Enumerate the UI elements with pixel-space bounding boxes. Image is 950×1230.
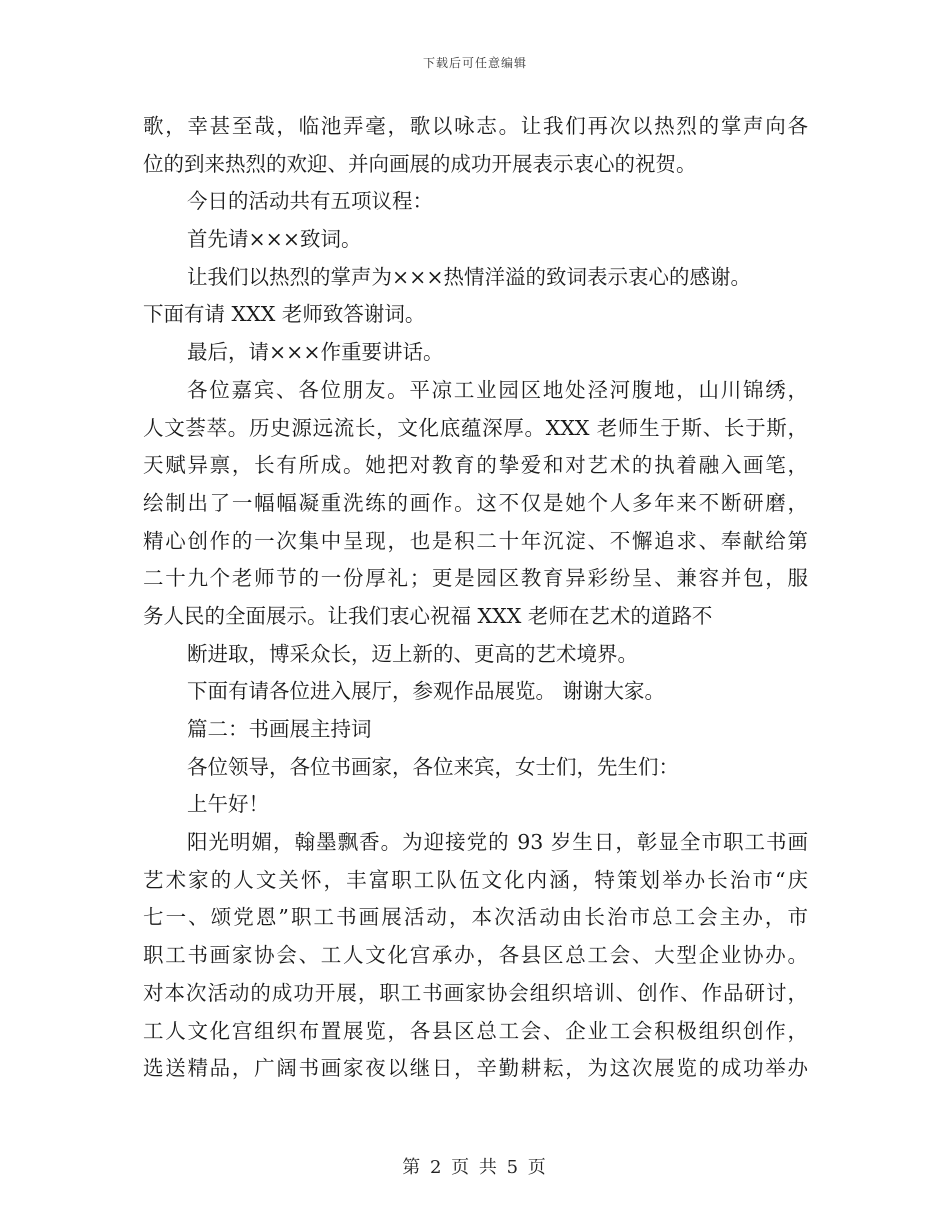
- text-line: 最后，请×××作重要讲话。: [187, 340, 444, 365]
- text-line: 首先请×××致词。: [187, 227, 362, 252]
- text-line: 今日的活动共有五项议程：: [187, 189, 433, 214]
- text-line: 工人文化宫组织布置展览，各县区总工会、企业工会积极组织创作，: [143, 1018, 808, 1043]
- text-line: 各位嘉宾、各位朋友。平凉工业园区地处泾河腹地，山川锦绣，: [187, 377, 808, 402]
- text-line: 各位领导，各位书画家，各位来宾，女士们，先生们：: [187, 754, 679, 779]
- text-line: 位的到来热烈的欢迎、并向画展的成功开展表示衷心的祝贺。: [143, 151, 697, 176]
- text-line: 绘制出了一幅幅凝重洗练的画作。这不仅是她个人多年来不断研磨，: [143, 490, 808, 515]
- text-line: 歌，幸甚至哉，临池弄毫，歌以咏志。让我们再次以热烈的掌声向各: [143, 114, 808, 138]
- text-line: 务人民的全面展示。让我们衷心祝福 XXX 老师在艺术的道路不: [143, 603, 713, 628]
- text-line: 精心创作的一次集中呈现，也是积二十年沉淀、不懈追求、奉献给第: [143, 528, 808, 553]
- section-heading: 篇二：书画展主持词: [187, 717, 372, 741]
- text-line: 对本次活动的成功开展，职工书画家协会组织培训、创作、作品研讨，: [143, 980, 808, 1005]
- page-footer: 第 2 页 共 5 页: [402, 1157, 548, 1178]
- page-header: 下载后可任意编辑: [422, 56, 527, 70]
- document-body: [143, 108, 808, 1088]
- text-line: 职工书画家协会、工人文化宫承办，各县区总工会、大型企业协办。: [143, 943, 808, 968]
- text-line: 二十九个老师节的一份厚礼；更是园区教育异彩纷呈、兼容并包，服: [143, 566, 808, 591]
- text-line: 七一、颂党恩”职工书画展活动，本次活动由长治市总工会主办，市: [143, 905, 808, 930]
- text-line: 下面有请各位进入展厅，参观作品展览。 谢谢大家。: [187, 679, 666, 704]
- text-line: 阳光明媚，翰墨飘香。为迎接党的 93 岁生日，彰显全市职工书画: [187, 830, 808, 855]
- text-line: 下面有请 XXX 老师致答谢词。: [143, 302, 426, 327]
- text-line: 天赋异禀，长有所成。她把对教育的挚爱和对艺术的执着融入画笔，: [143, 453, 808, 478]
- text-line: 上午好！: [187, 792, 269, 817]
- text-line: 断进取，博采众长，迈上新的、更高的艺术境界。: [187, 641, 638, 666]
- text-line: 让我们以热烈的掌声为×××热情洋溢的致词表示衷心的感谢。: [187, 264, 752, 289]
- text-line: 人文荟萃。历史源远流长，文化底蕴深厚。XXX 老师生于斯、长于斯，: [143, 415, 808, 440]
- text-line: 选送精品，广阔书画家夜以继日，辛勤耕耘，为这次展览的成功举办: [143, 1056, 808, 1081]
- text-line: 艺术家的人文关怀，丰富职工队伍文化内涵，特策划举办长治市“庆: [143, 867, 808, 892]
